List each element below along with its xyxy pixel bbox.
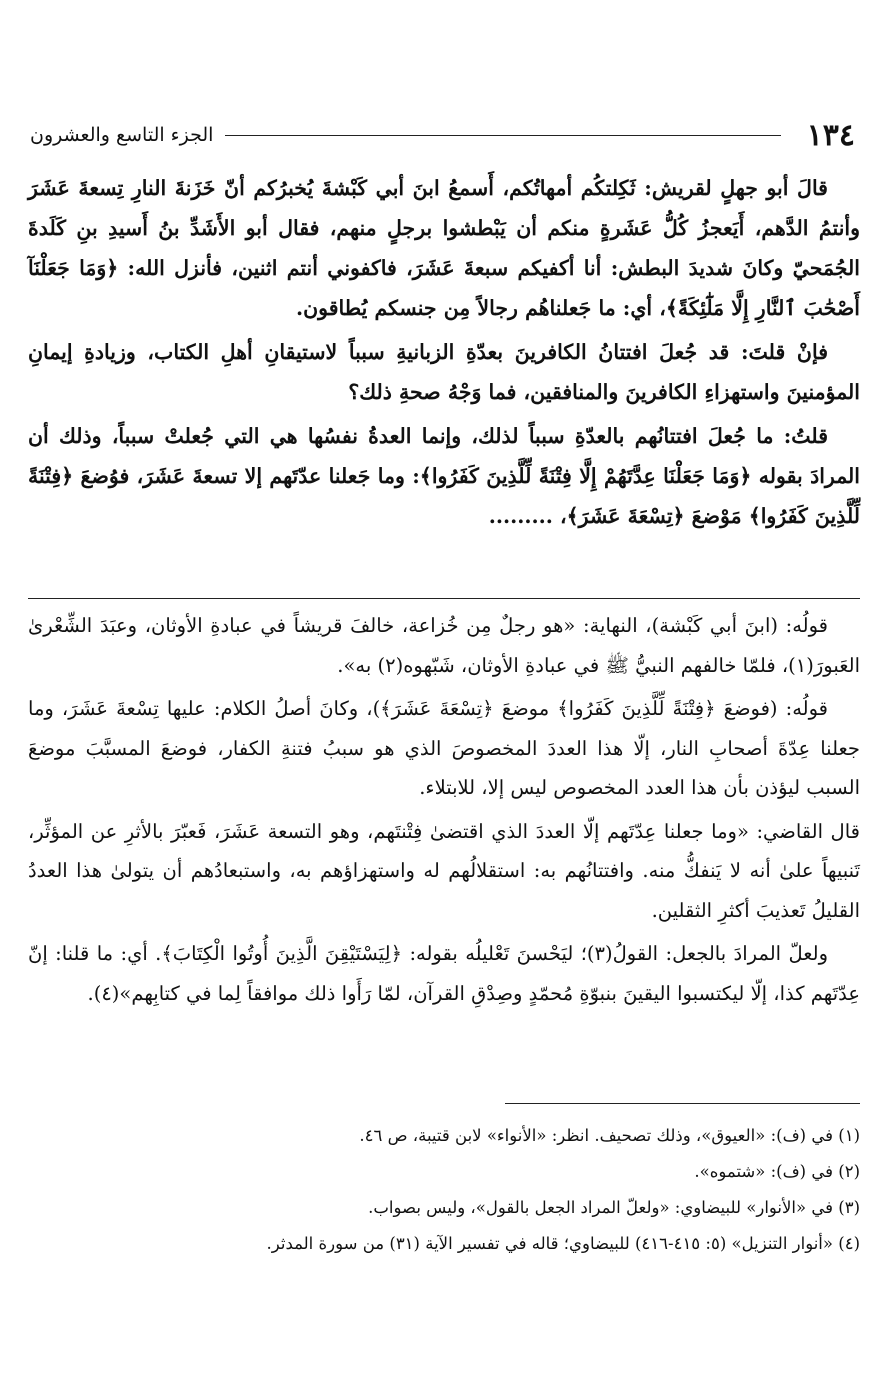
footnote-item: (٢) في (ف): «شتموه». — [694, 1162, 860, 1181]
footnote-item: (٣) في «الأنوار» للبيضاوي: «ولعلّ المراد الجعل بالقول»، وليس بصواب. — [368, 1198, 860, 1217]
main-paragraph: قالَ أبو جهلٍ لقريش: ثَكِلتكُم أمهاتُكم، أَسمعُ ابنَ أبي كَبْشةَ يُخبرُكم أنّ خَزَنةَ النارِ تِسعةَ عَشَرَ وأنتمُ الدَّهم، أَيَعجزُ كُلُّ عَشَرةٍ منكم أن يَبْطشوا برجلٍ منهم، فقال أبو الأَشَدِّ بنُ أَسيدِ بنِ كَلَدةَ الجُمَحيّ وكانَ شديدَ البطش: أنا أكفيكم سبعةَ عَشَرَ، فاكفوني أنتم اثنين، فأنزل الله: ﴿وَمَا جَعَلْنَآ أَصْحَٰبَ ٱلنَّارِ إِلَّا مَلَٰٓئِكَةً﴾، أي: ما جَعلناهُم رجالاً مِن جنسكم يُطاقون. — [28, 176, 860, 320]
commentary-paragraph: قولُه: (فوضعَ ﴿فِتْنَةً لِّلَّذِينَ كَفَرُوا﴾ موضعَ ﴿تِسْعَةَ عَشَرَ﴾)، وكانَ أصلُ الكلام: عليها تِسْعةَ عَشَرَ، وما جعلنا عِدّةَ أصحابِ النار، إلّا هذا العددَ المخصوصَ الذي هو سببُ فتنةِ الكفار، فوضعَ المسبَّبَ موضعَ السبب ليؤذن بأن هذا العدد المخصوص ليس إلا، للابتلاء. — [28, 697, 860, 799]
footnotes — [28, 1118, 860, 1262]
page-header — [30, 112, 855, 158]
main-text — [28, 168, 860, 540]
commentary — [28, 606, 860, 1017]
footnote-item: (٤) «أنوار التنزيل» (٥: ٤١٥-٤١٦) للبيضاوي؛ قاله في تفسير الآية (٣١) من سورة المدثر. — [266, 1234, 860, 1253]
main-paragraph: قلتُ: ما جُعلَ افتتانُهم بالعدّةِ سبباً لذلك، وإنما العدةُ نفسُها هي التي جُعلتْ سبباً، وذلك أن المرادَ بقوله ﴿وَمَا جَعَلْنَا عِدَّتَهُمْ إِلَّا فِتْنَةً لِّلَّذِينَ كَفَرُوا﴾: وما جَعلنا عدّتَهم إلا تسعةَ عَشَرَ، فوُضعَ ﴿فِتْنَةً لِّلَّذِينَ كَفَرُوا﴾ مَوْضعَ ﴿تِسْعَةَ عَشَرَ﴾، ......... — [28, 424, 860, 528]
section-divider — [28, 598, 860, 599]
header-rule — [225, 135, 780, 136]
footnote-item: (١) في (ف): «العيوق»، وذلك تصحيف. انظر: «الأنواء» لابن قتيبة، ص ٤٦. — [359, 1126, 860, 1145]
commentary-paragraph: قال القاضي: «وما جعلنا عِدّتَهم إلّا العددَ الذي اقتضىٰ فِتْنتَهم، وهو التسعة عَشَرَ، فَعبّرَ بالأثرِ عن المؤثِّر، تَنبيهاً علىٰ أنه لا يَنفكُّ منه. وافتتانُهم به: استقلالُهم له واستهزاؤهم به، واستبعادُهم أن يتولىٰ هذا العددُ القليلُ تَعذيبَ أكثرِ الثقلين. — [28, 819, 860, 922]
footnote-divider — [505, 1103, 860, 1104]
commentary-paragraph: قولُه: (ابنَ أبي كَبْشة)، النهاية: «هو رجلٌ مِن خُزاعة، خالفَ قريشاً في عبادةِ الأوثان، وعبَدَ الشِّعْرىٰ العَبورَ(١)، فلمّا خالفهم النبيُّ ﷺ في عبادةِ الأوثان، شَبّهوه(٢) به». — [28, 614, 860, 677]
commentary-paragraph: ولعلّ المرادَ بالجعل: القولُ(٣)؛ ليَحْسنَ تَعْليلُه بقوله: ﴿لِيَسْتَيْقِنَ الَّذِينَ أُوتُوا الْكِتَابَ﴾. أي: ما قلنا: إنّ عِدّتَهم كذا، إلّا ليكتسبوا اليقينَ بنبوّةِ مُحمّدٍ وصِدْقِ القرآن، لمّا رَأَوا ذلك موافقاً لِما في كتابِهم»(٤). — [28, 942, 860, 1005]
running-title: الجزء التاسع والعشرون — [30, 124, 214, 146]
page-number: ١٣٤ — [806, 117, 855, 153]
main-paragraph: فإنْ قلتَ: قد جُعلَ افتتانُ الكافرينَ بعدّةِ الزبانيةِ سبباً لاستيقانِ أهلِ الكتاب، وزيادةِ إيمانِ المؤمنينَ واستهزاءِ الكافرينَ والمنافقين، فما وَجْهُ صحةِ ذلك؟ — [28, 340, 860, 404]
